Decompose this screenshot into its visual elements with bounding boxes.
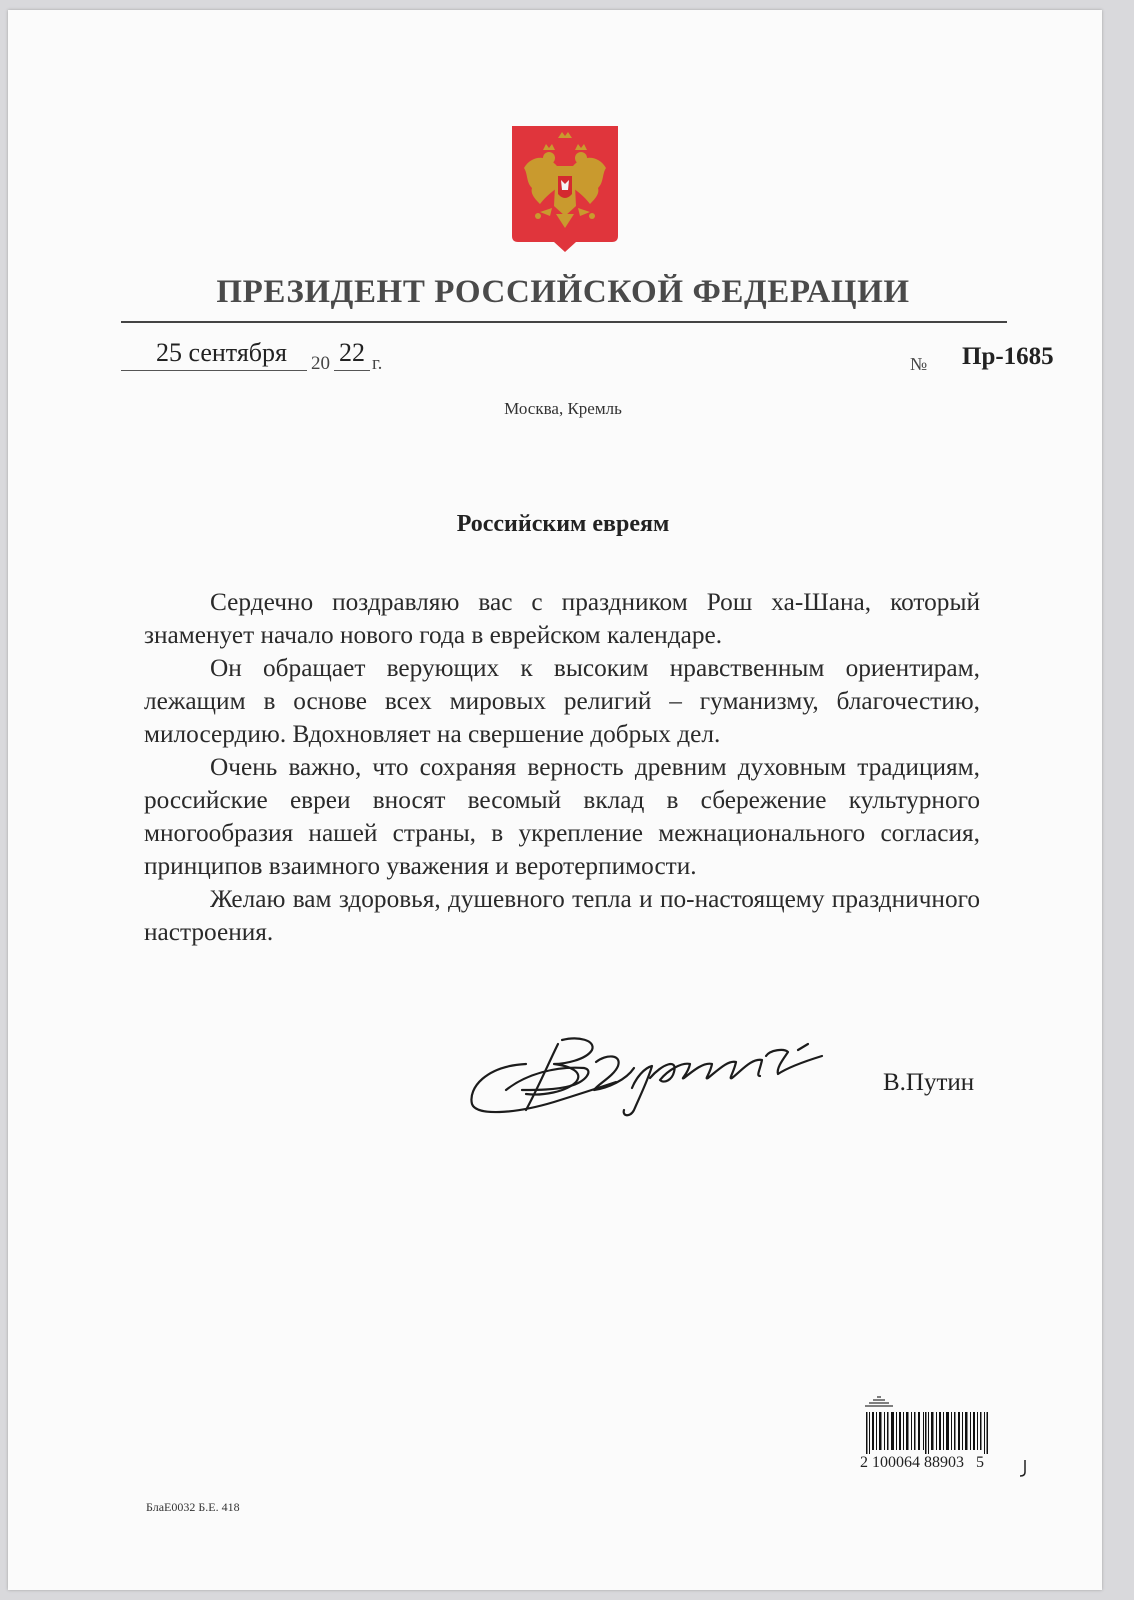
letter-paragraph: Он обращает верующих к высоким нравственным ориентирам, лежащим в основе всех мировых религий – гуманизму, благочестию, милосердию. Вдохновляет на свершение добрых дел. xyxy=(144,654,980,748)
document-title: ПРЕЗИДЕНТ РОССИЙСКОЙ ФЕДЕРАЦИИ xyxy=(216,274,910,310)
state-emblem-icon xyxy=(510,124,620,254)
year-prefix: 20 xyxy=(311,353,330,374)
form-code: БлаЕ0032 Б.Е. 418 xyxy=(146,1500,240,1514)
letter-heading: Российским евреям xyxy=(456,511,670,537)
letter-paragraph: Сердечно поздравляю вас с праздником Рош ха-Шана, который знаменует начало нового года в еврейском календаре. xyxy=(144,588,980,649)
number-sign: № xyxy=(910,354,928,374)
corner-mark-icon xyxy=(1018,1458,1028,1478)
handwritten-signature xyxy=(466,1030,826,1122)
title-divider xyxy=(121,321,1007,323)
letter-body xyxy=(144,586,980,949)
date-underline xyxy=(121,370,307,371)
year-suffix: г. xyxy=(372,353,383,374)
signer-name: В.Путин xyxy=(883,1069,975,1096)
barcode-icon xyxy=(866,1412,988,1454)
barcode-number: 2 100064 88903 5 xyxy=(860,1454,984,1471)
document-page xyxy=(8,10,1102,1590)
document-number: Пр-1685 xyxy=(962,343,1054,370)
letter-paragraph: Желаю вам здоровья, душевного тепла и по-настоящему праздничного настроения. xyxy=(144,885,980,946)
document-year: 22 xyxy=(339,338,365,367)
letter-paragraph: Очень важно, что сохраняя верность древним духовным традициям, российские евреи вносят весомый вклад в сбережение культурного многообразия нашей страны, в укрепление межнационального согласия, принципов взаимного уважения и веротерпимости. xyxy=(144,753,980,880)
document-date: 25 сентября xyxy=(156,338,287,367)
printer-mark-icon xyxy=(863,1394,895,1408)
year-underline xyxy=(334,370,370,371)
barcode-block xyxy=(860,1394,1032,1484)
document-place: Москва, Кремль xyxy=(504,399,622,418)
